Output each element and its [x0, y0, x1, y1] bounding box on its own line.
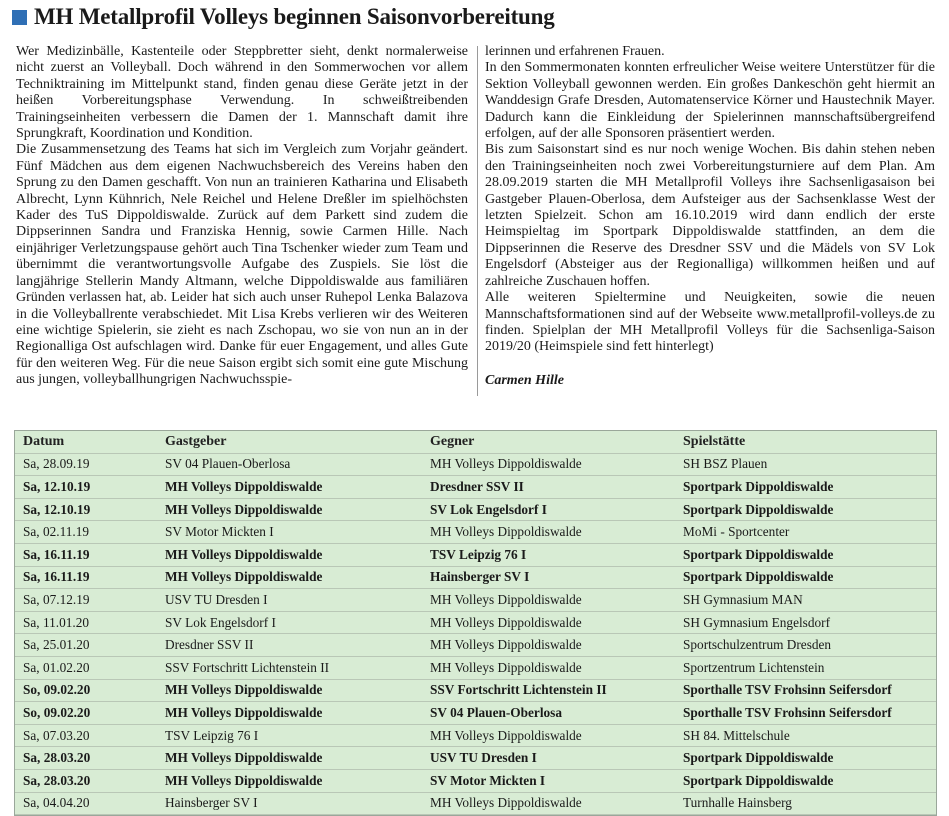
cell-date: Sa, 07.12.19 [15, 589, 157, 612]
table-row [15, 634, 936, 657]
cell-date: Sa, 25.01.20 [15, 634, 157, 657]
header-host: Gastgeber [157, 431, 422, 453]
cell-date: Sa, 16.11.19 [15, 543, 157, 566]
article-body [16, 44, 936, 404]
paragraph: In den Sommermonaten konnten erfreulicher Weise weitere Unterstützer für die Sektion Volleyball gewonnen werden. Ein großes Dankeschön geht hiermit an Wanddesign Grafe Dresden, Automatenservice Körner und Haustechnik Mayer. Dadurch kann die Einkleidung der Spielerinnen mannschaftsübergreifend erfolgen, auf der alle Sponsoren präsentiert werden. [485, 60, 935, 142]
cell-date: So, 09.02.20 [15, 679, 157, 702]
cell-host: TSV Leipzig 76 I [157, 724, 422, 747]
cell-host: MH Volleys Dippoldiswalde [157, 543, 422, 566]
cell-host: MH Volleys Dippoldiswalde [157, 747, 422, 770]
author-name: Carmen Hille [485, 372, 564, 388]
cell-guest: MH Volleys Dippoldiswalde [422, 611, 675, 634]
table-row [15, 589, 936, 612]
cell-host: Hainsberger SV I [157, 792, 422, 815]
table-row [15, 747, 936, 770]
cell-host: SV Motor Mickten I [157, 521, 422, 544]
cell-venue: Turnhalle Hainsberg [675, 792, 936, 815]
cell-date: Sa, 01.02.20 [15, 656, 157, 679]
cell-host: SV Lok Engelsdorf I [157, 611, 422, 634]
table-row [15, 769, 936, 792]
table-header-row [15, 431, 936, 453]
paragraph: lerinnen und erfahrenen Frauen. [485, 44, 665, 59]
cell-venue: Sportpark Dippoldiswalde [675, 543, 936, 566]
table-row [15, 521, 936, 544]
table-row [15, 611, 936, 634]
right-column [485, 44, 935, 389]
cell-host: MH Volleys Dippoldiswalde [157, 566, 422, 589]
cell-date: Sa, 04.04.20 [15, 792, 157, 815]
cell-host: Dresdner SSV II [157, 634, 422, 657]
cell-date: Sa, 07.03.20 [15, 724, 157, 747]
paragraph: Alle weiteren Spieltermine und Neuigkeiten, sowie die neuen Mannschaftsformationen sind auf der Webseite www.metallprofil-volleys.de zu finden. Spielplan der MH Metallprofil Volleys für die Sachsenliga-Saison 2019/20 (Heimspiele sind fett hinterlegt) [485, 290, 935, 355]
table-row [15, 702, 936, 725]
cell-guest: MH Volleys Dippoldiswalde [422, 656, 675, 679]
cell-date: Sa, 02.11.19 [15, 521, 157, 544]
cell-date: Sa, 28.03.20 [15, 769, 157, 792]
cell-date: Sa, 12.10.19 [15, 476, 157, 499]
cell-venue: SH 84. Mittelschule [675, 724, 936, 747]
table-row [15, 656, 936, 679]
cell-host: SSV Fortschritt Lichtenstein II [157, 656, 422, 679]
cell-host: MH Volleys Dippoldiswalde [157, 476, 422, 499]
cell-venue: SH BSZ Plauen [675, 453, 936, 476]
cell-guest: MH Volleys Dippoldiswalde [422, 453, 675, 476]
cell-guest: USV TU Dresden I [422, 747, 675, 770]
cell-date: So, 09.02.20 [15, 702, 157, 725]
table-row [15, 476, 936, 499]
cell-date: Sa, 28.03.20 [15, 747, 157, 770]
cell-date: Sa, 16.11.19 [15, 566, 157, 589]
table-row [15, 453, 936, 476]
cell-guest: MH Volleys Dippoldiswalde [422, 634, 675, 657]
table-row [15, 498, 936, 521]
cell-guest: SV Lok Engelsdorf I [422, 498, 675, 521]
cell-guest: SV 04 Plauen-Oberlosa [422, 702, 675, 725]
article-headline [12, 4, 555, 30]
paragraph: Bis zum Saisonstart sind es nur noch wenige Wochen. Bis dahin stehen neben den Trainingseinheiten noch zwei Vorbereitungsturniere auf dem Plan. Am 28.09.2019 starten die MH Metallprofil Volleys ihre Sachsenligasaison bei Gastgeber Plauen-Oberlosa, dem Aufsteiger aus der Sachsenklasse West der letzten Spielzeit. Schon am 16.10.2019 wird dann endlich der erste Heimspieltag im Sportpark Dippoldiswalde stattfinden, an dem die Dippserinnen die Reserve des Dresdner SSV und die Mädels von SV Lok Engelsdorf (Absteiger aus der Regionalliga) willkommen heißen und auf zahlreiche Zuschauen hoffen. [485, 142, 935, 289]
table-row [15, 679, 936, 702]
schedule-table [14, 430, 937, 816]
paragraph: Wer Medizinbälle, Kastenteile oder Steppbretter sieht, denkt normalerweise nicht zuerst an Volleyball. Doch während in den Sommerwochen vor allem Techniktraining im Mittelpunkt stand, finden genau diese Geräte jetzt in der heißen Vorbereitungsphase Verwendung. In schweißtreibenden Trainingseinheiten verbessern die Damen der 1. Mannschaft damit ihre Sprungkraft, Koordination und Kondition. [16, 44, 468, 142]
header-guest: Gegner [422, 431, 675, 453]
cell-venue: Sportschulzentrum Dresden [675, 634, 936, 657]
headline-square-icon [12, 10, 27, 25]
cell-venue: Sportpark Dippoldiswalde [675, 747, 936, 770]
table-row [15, 566, 936, 589]
cell-host: MH Volleys Dippoldiswalde [157, 769, 422, 792]
cell-date: Sa, 12.10.19 [15, 498, 157, 521]
cell-venue: SH Gymnasium MAN [675, 589, 936, 612]
cell-venue: Sportpark Dippoldiswalde [675, 769, 936, 792]
cell-venue: Sportpark Dippoldiswalde [675, 498, 936, 521]
table-row [15, 724, 936, 747]
cell-guest: MH Volleys Dippoldiswalde [422, 792, 675, 815]
cell-venue: Sporthalle TSV Frohsinn Seifersdorf [675, 679, 936, 702]
cell-venue: Sportpark Dippoldiswalde [675, 476, 936, 499]
headline-text: MH Metallprofil Volleys beginnen Saisonvorbereitung [34, 4, 555, 29]
column-divider [477, 46, 478, 396]
cell-venue: Sportzentrum Lichtenstein [675, 656, 936, 679]
cell-guest: Dresdner SSV II [422, 476, 675, 499]
header-date: Datum [15, 431, 157, 453]
cell-host: SV 04 Plauen-Oberlosa [157, 453, 422, 476]
cell-guest: SV Motor Mickten I [422, 769, 675, 792]
header-venue: Spielstätte [675, 431, 936, 453]
cell-venue: SH Gymnasium Engelsdorf [675, 611, 936, 634]
cell-host: MH Volleys Dippoldiswalde [157, 702, 422, 725]
paragraph: Die Zusammensetzung des Teams hat sich im Vergleich zum Vorjahr geändert. Fünf Mädchen aus dem eigenen Nachwuchsbereich des Vereins haben den Sprung zu den Damen geschafft. Von nun an trainieren Katharina und Elisabeth Albrecht, Lynn Kühnrich, Nele Reichel und Helene Dreßler im spielhöchsten Kader des TuS Dippoldiswalde. Zurück auf dem Parkett sind zudem die Dippserinnen Sandra und Franziska Hennig, sowie Carmen Hille. Nach einjähriger Verletzungspause gehört auch Tina Tschenker wieder zum Team und übernimmt die verantwortungsvolle Aufgabe des Zuspiels. Sie löst die langjährige Stellerin Mandy Altmann, welche Dippoldiswalde aus familiären Gründen verlassen hat, ab. Leider hat sich auch unser Ruhepol Lenka Balazova in die Volleyballrente verabschiedet. Mit Lisa Krebs verlieren wir des Weiteren eine wichtige Spielerin, sie zieht es nach Zschopau, wo sie von nun an in der Regionalliga Ost aufschlagen wird. Danke für euer Engagement, und alles Gute für den weiteren Weg. Für die neue Saison ergibt sich somit eine gute Mischung aus jungen, volleyballhungrigen Nachwuchsspie- [16, 142, 468, 388]
cell-date: Sa, 28.09.19 [15, 453, 157, 476]
cell-guest: MH Volleys Dippoldiswalde [422, 521, 675, 544]
cell-date: Sa, 11.01.20 [15, 611, 157, 634]
cell-guest: MH Volleys Dippoldiswalde [422, 724, 675, 747]
table-row [15, 543, 936, 566]
cell-guest: MH Volleys Dippoldiswalde [422, 589, 675, 612]
cell-venue: Sporthalle TSV Frohsinn Seifersdorf [675, 702, 936, 725]
table-row [15, 792, 936, 815]
cell-host: USV TU Dresden I [157, 589, 422, 612]
cell-host: MH Volleys Dippoldiswalde [157, 679, 422, 702]
cell-venue: Sportpark Dippoldiswalde [675, 566, 936, 589]
cell-host: MH Volleys Dippoldiswalde [157, 498, 422, 521]
cell-guest: Hainsberger SV I [422, 566, 675, 589]
left-column [16, 44, 468, 389]
cell-guest: TSV Leipzig 76 I [422, 543, 675, 566]
cell-venue: MoMi - Sportcenter [675, 521, 936, 544]
cell-guest: SSV Fortschritt Lichtenstein II [422, 679, 675, 702]
